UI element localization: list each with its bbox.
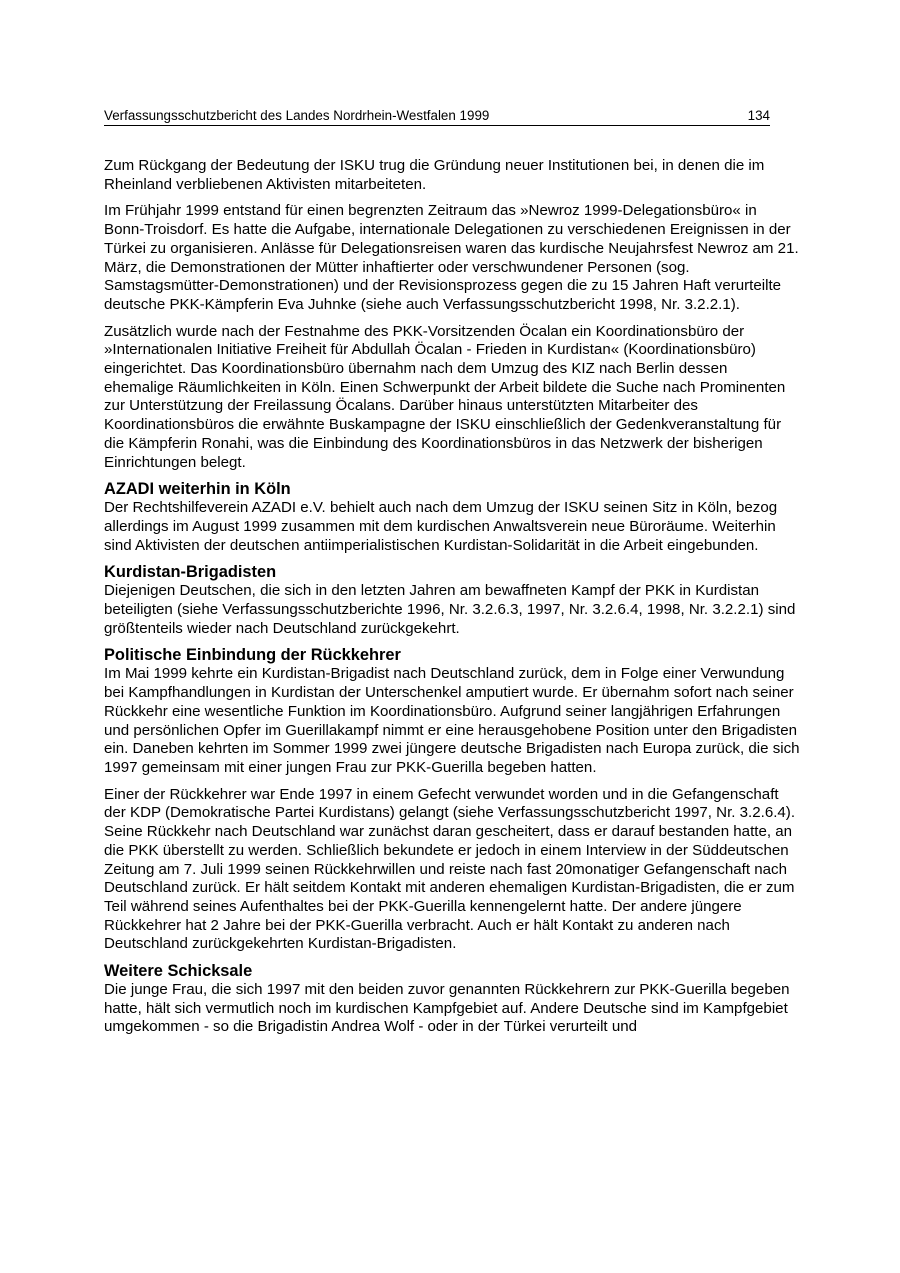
paragraph-brigadisten: Diejenigen Deutschen, die sich in den letzten Jahren am bewaffneten Kampf der PKK in Kurdistan beteiligten (siehe Verfassungsschutzberichte 1996, Nr. 3.2.6.3, 1997, Nr. 3.2.6.4, 1998, Nr. 3.2.2.1) sind größtenteils wieder nach Deutschland zurückgekehrt. <box>104 582 796 637</box>
paragraph-schicksale: Die junge Frau, die sich 1997 mit den beiden zuvor genannten Rückkehrern zur PKK-Guerilla begeben hatte, hält sich vermutlich noch im kurdischen Kampfgebiet auf. Andere Deutsche sind im Kampfgebiet umgekommen - so die Brigadistin Andrea Wolf - oder in der Türkei verurteilt und <box>104 981 790 1036</box>
paragraph-coordination-office: Zusätzlich wurde nach der Festnahme des PKK-Vorsitzenden Öcalan ein Koordinationsbüro der »Internationalen Initiative Freiheit für Abdullah Öcalan - Frieden in Kurdistan« (Koordinationsbüro) eingerichtet. Das Koordinationsbüro übernahm nach dem Umzug des KIZ nach Berlin dessen ehemalige Räumlichkeiten in Köln. Einen Schwerpunkt der Arbeit bildete die Suche nach Prominenten zur Unterstützung der Freilassung Öcalans. Darüber hinaus unterstützten Mitarbeiter des Koordinationsbüros die erwähnte Buskampagne der ISKU einschließlich der Gedenkveranstaltung für die Kämpferin Ronahi, was die Einbindung des Koordinationsbüros in das Netzwerk der bisherigen Einrichtungen belegt. <box>104 322 786 471</box>
paragraph-newroz-office: Im Frühjahr 1999 entstand für einen begrenzten Zeitraum das »Newroz 1999-Delegationsbüro« in Bonn-Troisdorf. Es hatte die Aufgabe, internationale Delegationen zu verschiedenen Ereignissen in der Türkei zu organisieren. Anlässe für Delegationsreisen waren das kurdische Neujahrsfest Newroz am 21. März, die Demonstrationen der Mütter inhaftierter oder verschwundener Personen (sog. Samstagsmütter-Demonstrationen) und der Revisionsprozess gegen die zu 15 Jahren Haft verurteilte deutsche PKK-Kämpferin Eva Juhnke (siehe auch Verfassungsschutzbericht 1998, Nr. 3.2.2.1). <box>104 202 799 313</box>
heading-rueckkehrer: Politische Einbindung der Rückkehrer <box>104 646 401 665</box>
running-header <box>104 107 770 126</box>
heading-azadi: AZADI weiterhin in Köln <box>104 480 291 499</box>
paragraph-rueckkehrer-1: Im Mai 1999 kehrte ein Kurdistan-Brigadist nach Deutschland zurück, dem in Folge einer Verwundung bei Kampfhandlungen in Kurdistan der Unterschenkel amputiert wurde. Er übernahm sofort nach seiner Rückkehr eine wesentliche Funktion im Koordinationsbüro. Aufgrund seiner langjährigen Erfahrungen und persönlichen Opfer im Guerillakampf nimmt er eine herausgehobene Position unter den Brigadisten ein. Daneben kehrten im Sommer 1999 zwei jüngere deutsche Brigadisten nach Europa zurück, die sich 1997 gemeinsam mit einer jungen Frau zur PKK-Guerilla begeben hatten. <box>104 665 800 776</box>
paragraph-isku-decline: Zum Rückgang der Bedeutung der ISKU trug die Gründung neuer Institutionen bei, in denen die im Rheinland verbliebenen Aktivisten mitarbeiteten. <box>104 157 765 193</box>
body-text <box>104 157 800 1045</box>
header-title: Verfassungsschutzbericht des Landes Nordrhein-Westfalen 1999 <box>104 108 490 123</box>
heading-schicksale: Weitere Schicksale <box>104 962 253 981</box>
page-number: 134 <box>747 108 770 123</box>
paragraph-rueckkehrer-2: Einer der Rückkehrer war Ende 1997 in einem Gefecht verwundet worden und in die Gefangenschaft der KDP (Demokratische Partei Kurdistans) gelangt (siehe Verfassungsschutzbericht 1997, Nr. 3.2.6.4). Seine Rückkehr nach Deutschland war zunächst daran gescheitert, dass er darauf bestanden hatte, an die PKK überstellt zu werden. Schließlich bekundete er jedoch in einem Interview in der Süddeutschen Zeitung am 7. Juli 1999 seinen Rückkehrwillen und reiste nach fast 20monatiger Gefangenschaft nach Deutschland zurück. Er hält seitdem Kontakt mit anderen ehemaligen Kurdistan-Brigadisten, die er zum Teil während seines Aufenthaltes bei der PKK-Guerilla kennengelernt hatte. Der andere jüngere Rückkehrer hat 2 Jahre bei der PKK-Guerilla verbracht. Auch er hält Kontakt zu anderen nach Deutschland zurückgekehrten Kurdistan-Brigadisten. <box>104 785 796 953</box>
paragraph-azadi: Der Rechtshilfeverein AZADI e.V. behielt auch nach dem Umzug der ISKU seinen Sitz in Köln, bezog allerdings im August 1999 zusammen mit dem kurdischen Anwaltsverein neue Büroräume. Weiterhin sind Aktivisten der deutschen antiimperialistischen Kurdistan-Solidarität in die Arbeit eingebunden. <box>104 499 778 554</box>
heading-brigadisten: Kurdistan-Brigadisten <box>104 563 277 582</box>
